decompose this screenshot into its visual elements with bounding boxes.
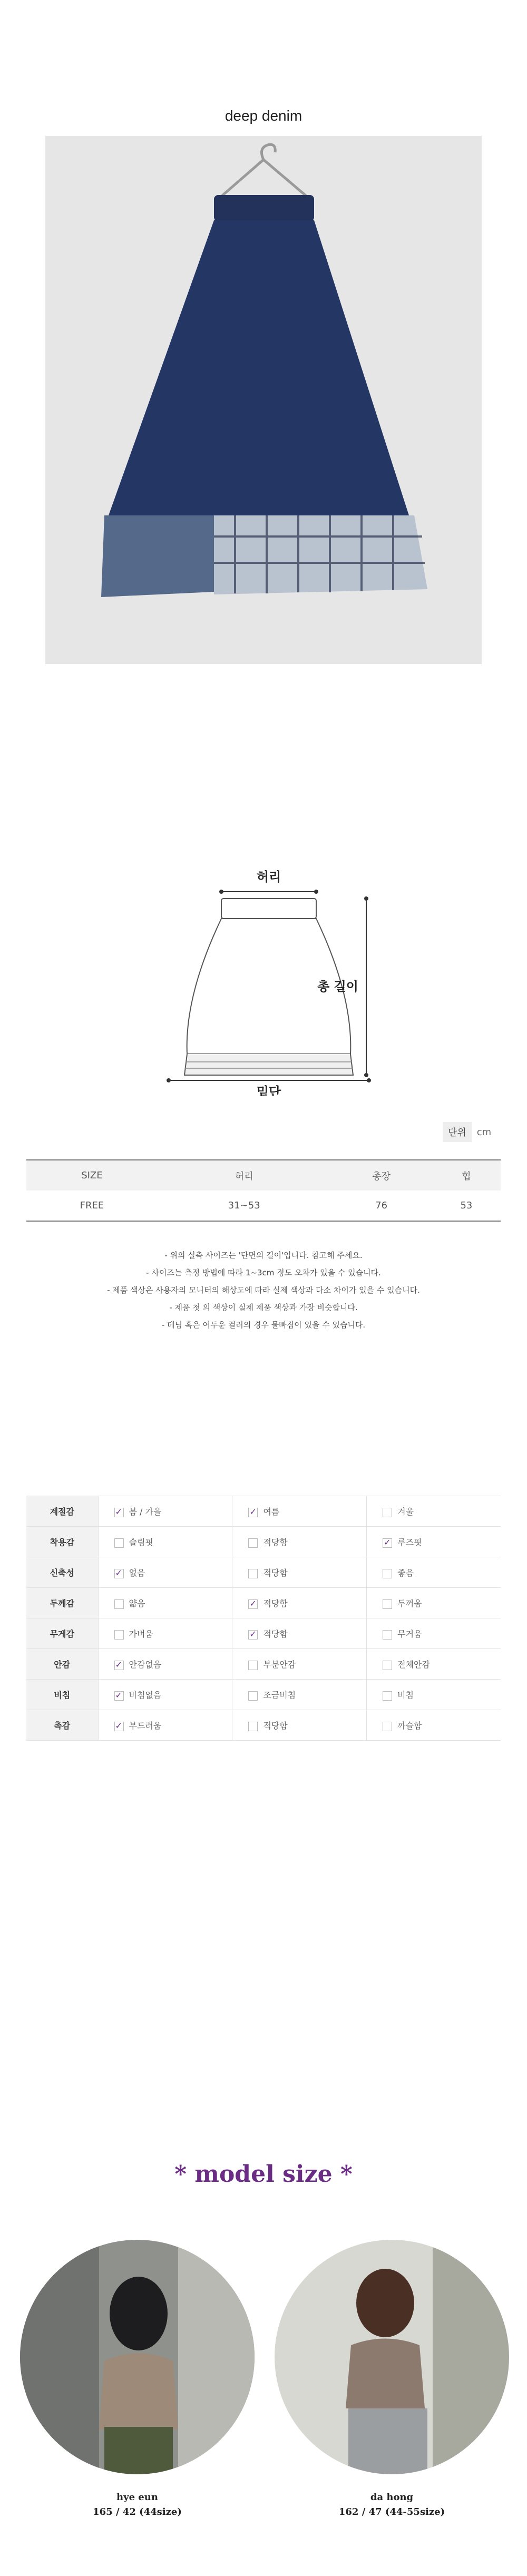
size-diagram [163, 859, 374, 1096]
unit-value: cm [476, 1126, 492, 1138]
fit-row-label: 신축성 [26, 1557, 98, 1588]
fit-option [367, 1557, 501, 1588]
size-table [26, 1159, 501, 1222]
fit-row-label: 안감 [26, 1649, 98, 1680]
model-info [20, 2490, 255, 2520]
product-color-title: deep denim [225, 108, 302, 124]
checkbox-checked-icon [114, 1661, 124, 1670]
model-info [275, 2490, 509, 2520]
fit-option [232, 1557, 367, 1588]
fit-option-label: 적당함 [263, 1598, 288, 1608]
fit-option-label: 겨울 [397, 1507, 414, 1517]
length-header: 총장 [331, 1160, 432, 1191]
checkbox-checked-icon [114, 1691, 124, 1701]
hip-header: 힙 [432, 1160, 501, 1191]
fit-option [232, 1588, 367, 1618]
note-line: - 위의 실측 사이즈는 '단면의 길이'입니다. 참고해 주세요. [164, 1251, 363, 1260]
fit-option-label: 조금비침 [263, 1690, 296, 1700]
fit-row [26, 1588, 501, 1618]
fit-row [26, 1557, 501, 1588]
fit-option [98, 1680, 232, 1710]
waist-cell: 31~53 [158, 1191, 331, 1221]
checkbox-checked-icon [248, 1508, 258, 1517]
fit-option-label: 적당함 [263, 1568, 288, 1578]
checkbox-checked-icon [114, 1508, 124, 1517]
length-cell: 76 [331, 1191, 432, 1221]
fit-option-label: 좋음 [397, 1568, 414, 1578]
checkbox-empty-icon [114, 1599, 124, 1609]
fit-option [232, 1496, 367, 1527]
model-size: 162 / 47 (44-55size) [338, 2506, 445, 2518]
model-size: 165 / 42 (44size) [93, 2506, 182, 2518]
checkbox-empty-icon [248, 1569, 258, 1578]
unit-indicator [443, 1123, 496, 1141]
size-notes [0, 1247, 527, 1334]
fit-option-label: 적당함 [263, 1537, 288, 1547]
fit-row-label: 무게감 [26, 1618, 98, 1649]
checkbox-empty-icon [383, 1599, 392, 1609]
fit-row-label: 촉감 [26, 1710, 98, 1741]
note-line: - 제품 첫 의 색상이 실제 제품 색상과 가장 비슷합니다. [169, 1303, 358, 1312]
table-row [26, 1191, 501, 1221]
fit-option-label: 까슬함 [397, 1721, 422, 1731]
unit-label: 단위 [443, 1122, 472, 1142]
fit-row [26, 1496, 501, 1527]
note-line: - 사이즈는 측정 방법에 따라 1~3cm 정도 오차가 있을 수 있습니다. [146, 1268, 381, 1277]
fit-option-label: 안감없음 [129, 1660, 162, 1670]
checkbox-empty-icon [383, 1569, 392, 1578]
checkbox-checked-icon [248, 1599, 258, 1609]
fit-option [367, 1527, 501, 1557]
checkbox-empty-icon [383, 1508, 392, 1517]
model-name: hye eun [116, 2492, 158, 2503]
fit-option-label: 두꺼움 [397, 1598, 422, 1608]
fit-row-label: 두께감 [26, 1588, 98, 1618]
fit-option-label: 전체안감 [397, 1660, 430, 1670]
fit-option-label: 여름 [263, 1507, 280, 1517]
fit-option [367, 1618, 501, 1649]
fit-row-label: 계절감 [26, 1496, 98, 1527]
fit-row [26, 1618, 501, 1649]
fit-option [98, 1496, 232, 1527]
fit-option [232, 1527, 367, 1557]
checkbox-empty-icon [383, 1722, 392, 1731]
fit-option [98, 1527, 232, 1557]
checkbox-empty-icon [248, 1722, 258, 1731]
fit-option [98, 1710, 232, 1741]
checkbox-empty-icon [383, 1661, 392, 1670]
model-photo [275, 2240, 509, 2474]
size-cell: FREE [26, 1191, 158, 1221]
fit-row [26, 1649, 501, 1680]
fit-option [367, 1496, 501, 1527]
checkbox-empty-icon [383, 1630, 392, 1640]
fit-row-label: 착용감 [26, 1527, 98, 1557]
fit-option-label: 부분안감 [263, 1660, 296, 1670]
fit-option-label: 적당함 [263, 1629, 288, 1639]
model-name: da hong [370, 2492, 414, 2503]
fit-option [98, 1618, 232, 1649]
waist-header: 허리 [158, 1160, 331, 1191]
fit-option-label: 무거움 [397, 1629, 422, 1639]
fit-option-label: 없음 [129, 1568, 145, 1578]
skirt-illustration [45, 136, 482, 664]
checkbox-empty-icon [248, 1691, 258, 1701]
fit-option-label: 루즈핏 [397, 1537, 422, 1547]
fit-row [26, 1680, 501, 1710]
fit-option [367, 1710, 501, 1741]
checkbox-checked-icon [114, 1722, 124, 1731]
hem-label: 밑단 [256, 1085, 281, 1096]
fit-option-label: 비침 [397, 1690, 414, 1700]
fit-option [232, 1618, 367, 1649]
fit-option [98, 1557, 232, 1588]
checkbox-checked-icon [383, 1538, 392, 1548]
fit-option-label: 슬림핏 [129, 1537, 153, 1547]
checkbox-empty-icon [248, 1538, 258, 1548]
fit-option [232, 1710, 367, 1741]
fit-option [367, 1588, 501, 1618]
note-line: - 데님 혹은 어두운 컬러의 경우 물빠짐이 있을 수 있습니다. [161, 1320, 366, 1330]
size-header: SIZE [26, 1160, 158, 1191]
fit-option-label: 가벼움 [129, 1629, 153, 1639]
fit-row-label: 비침 [26, 1680, 98, 1710]
model-photo [20, 2240, 255, 2474]
checkbox-checked-icon [114, 1569, 124, 1578]
fit-option-label: 얇음 [129, 1598, 145, 1608]
fit-option [98, 1649, 232, 1680]
fit-option-label: 비침없음 [129, 1690, 162, 1700]
fit-option-label: 봄 / 가을 [129, 1507, 162, 1517]
length-label: 총 길이 [317, 979, 358, 994]
fit-chart [26, 1496, 501, 1741]
fit-option-label: 부드러움 [129, 1721, 162, 1731]
fit-option [367, 1649, 501, 1680]
checkbox-empty-icon [114, 1630, 124, 1640]
fit-option [98, 1588, 232, 1618]
checkbox-checked-icon [248, 1630, 258, 1640]
fit-row [26, 1527, 501, 1557]
waist-label: 허리 [256, 870, 281, 884]
product-photo [45, 136, 482, 664]
checkbox-empty-icon [383, 1691, 392, 1701]
checkbox-empty-icon [114, 1538, 124, 1548]
model-size-title: * model size * [174, 2161, 353, 2188]
size-table-header [26, 1160, 501, 1191]
fit-option [232, 1649, 367, 1680]
note-line: - 제품 색상은 사용자의 모니터의 해상도에 따라 실제 색상과 다소 차이가 있을 수 있습니다. [107, 1285, 420, 1295]
fit-option [232, 1680, 367, 1710]
checkbox-empty-icon [248, 1661, 258, 1670]
hip-cell: 53 [432, 1191, 501, 1221]
fit-option [367, 1680, 501, 1710]
fit-row [26, 1710, 501, 1741]
fit-option-label: 적당함 [263, 1721, 288, 1731]
